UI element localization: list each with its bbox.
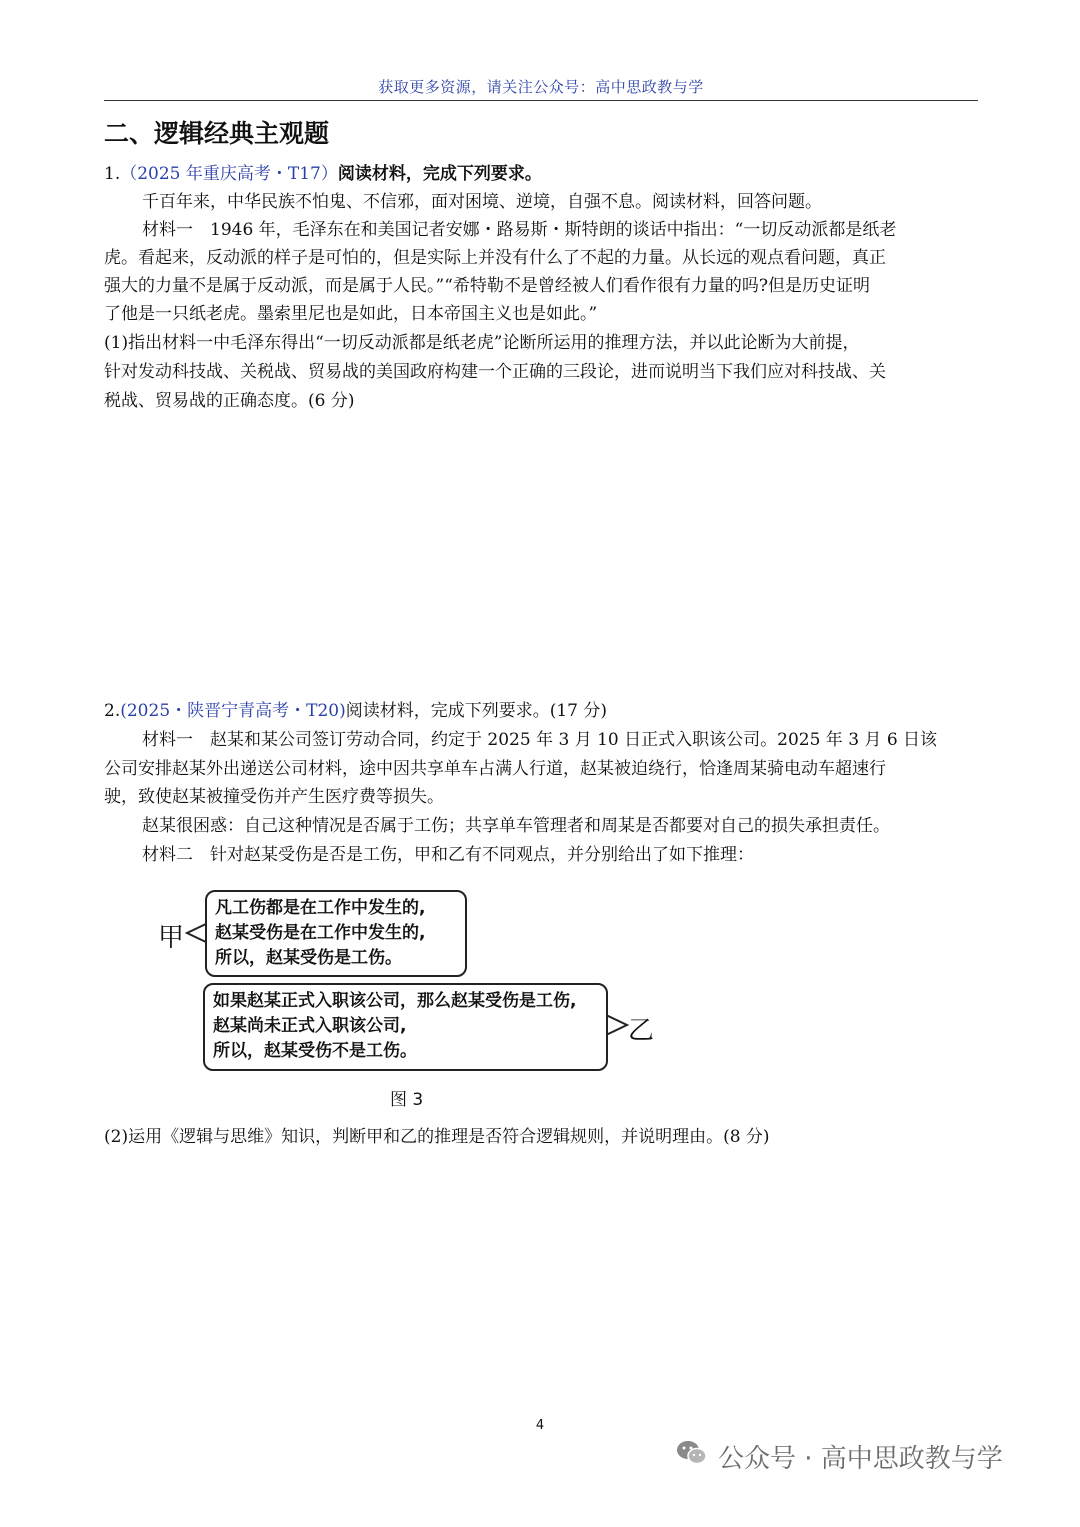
q2-heading [104,701,978,721]
q1-task-line: 税战、贸易战的正确态度。(6 分) [104,391,355,411]
jia-label: 甲 [158,923,185,953]
watermark-text: 公众号 · 高中思政教与学 [718,1443,1003,1474]
q2-material1-line: 材料一 赵某和某公司签订劳动合同，约定于 2025 年 3 月 10 日正式入职该公司。2025 年 3 月 6 日该 [142,730,938,750]
yi-line: 如果赵某正式入职该公司，那么赵某受伤是工伤, [213,991,577,1011]
yi-line: 所以，赵某受伤不是工伤。 [213,1041,417,1061]
q2-source: (2025・陕晋宁青高考・T20) [120,701,346,721]
jia-line: 所以，赵某受伤是工伤。 [215,948,402,968]
q1-number: 1. [104,164,121,184]
q1-task-line: (1)指出材料一中毛泽东得出“一切反动派都是纸老虎”论断所运用的推理方法，并以此论断为大前提， [104,333,860,353]
q1-task-line: 针对发动科技战、关税战、贸易战的美国政府构建一个正确的三段论，进而说明当下我们应对科技战、关 [104,362,886,382]
q1-material1-line: 强大的力量不是属于反动派，而是属于人民。”“希特勒不是曾经被人们看作很有力量的吗?但是历史证明 [104,276,870,296]
figure-caption: 图 3 [390,1090,424,1110]
wechat-icon [676,1439,708,1474]
jia-speech-bubble [205,890,467,977]
jia-line: 赵某受伤是在工作中发生的, [215,923,426,943]
q1-material1-line: 虎。看起来，反动派的样子是可怕的，但是实际上并没有什么了不起的力量。从长远的观点看问题，真正 [104,248,886,268]
page-header: 获取更多资源，请关注公众号：高中思政教与学 [378,78,704,96]
watermark [676,1436,1003,1476]
q2-task: (2)运用《逻辑与思维》知识，判断甲和乙的推理是否符合逻辑规则，并说明理由。(8 分) [104,1127,770,1147]
q2-confusion: 赵某很困惑：自己这种情况是否属于工伤；共享单车管理者和周某是否都要对自己的损失承担责任。 [142,816,890,836]
q1-heading [104,164,978,184]
q2-instruction: 阅读材料，完成下列要求。(17 分) [345,701,608,721]
q1-instruction: 阅读材料，完成下列要求。 [337,164,542,184]
section-title: 二、逻辑经典主观题 [104,119,330,148]
yi-speech-bubble [203,983,608,1071]
q2-material2: 材料二 针对赵某受伤是否是工伤，甲和乙有不同观点，并分别给出了如下推理： [142,845,754,865]
q1-intro: 千百年来，中华民族不怕鬼、不信邪，面对困境、逆境，自强不息。阅读材料，回答问题。 [142,192,822,212]
q2-material1-line: 驶，致使赵某被撞受伤并产生医疗费等损失。 [104,787,444,807]
header-divider [104,100,978,101]
q1-source: （2025 年重庆高考・T17） [120,164,338,184]
q1-material1-line: 材料一 1946 年，毛泽东在和美国记者安娜・路易斯・斯特朗的谈话中指出：“一切反动派都是纸老 [142,220,897,240]
yi-line: 赵某尚未正式入职该公司, [213,1016,407,1036]
jia-line: 凡工伤都是在工作中发生的, [215,898,426,918]
page-number: 4 [535,1418,545,1433]
figure-3 [150,885,670,1110]
q1-material1-line: 了他是一只纸老虎。墨索里尼也是如此，日本帝国主义也是如此。” [104,304,598,324]
q2-number: 2. [104,701,121,721]
yi-label: 乙 [628,1016,655,1046]
q2-material1-line: 公司安排赵某外出递送公司材料，途中因共享单车占满人行道，赵某被迫绕行，恰逢周某骑电动车超速行 [104,759,886,779]
